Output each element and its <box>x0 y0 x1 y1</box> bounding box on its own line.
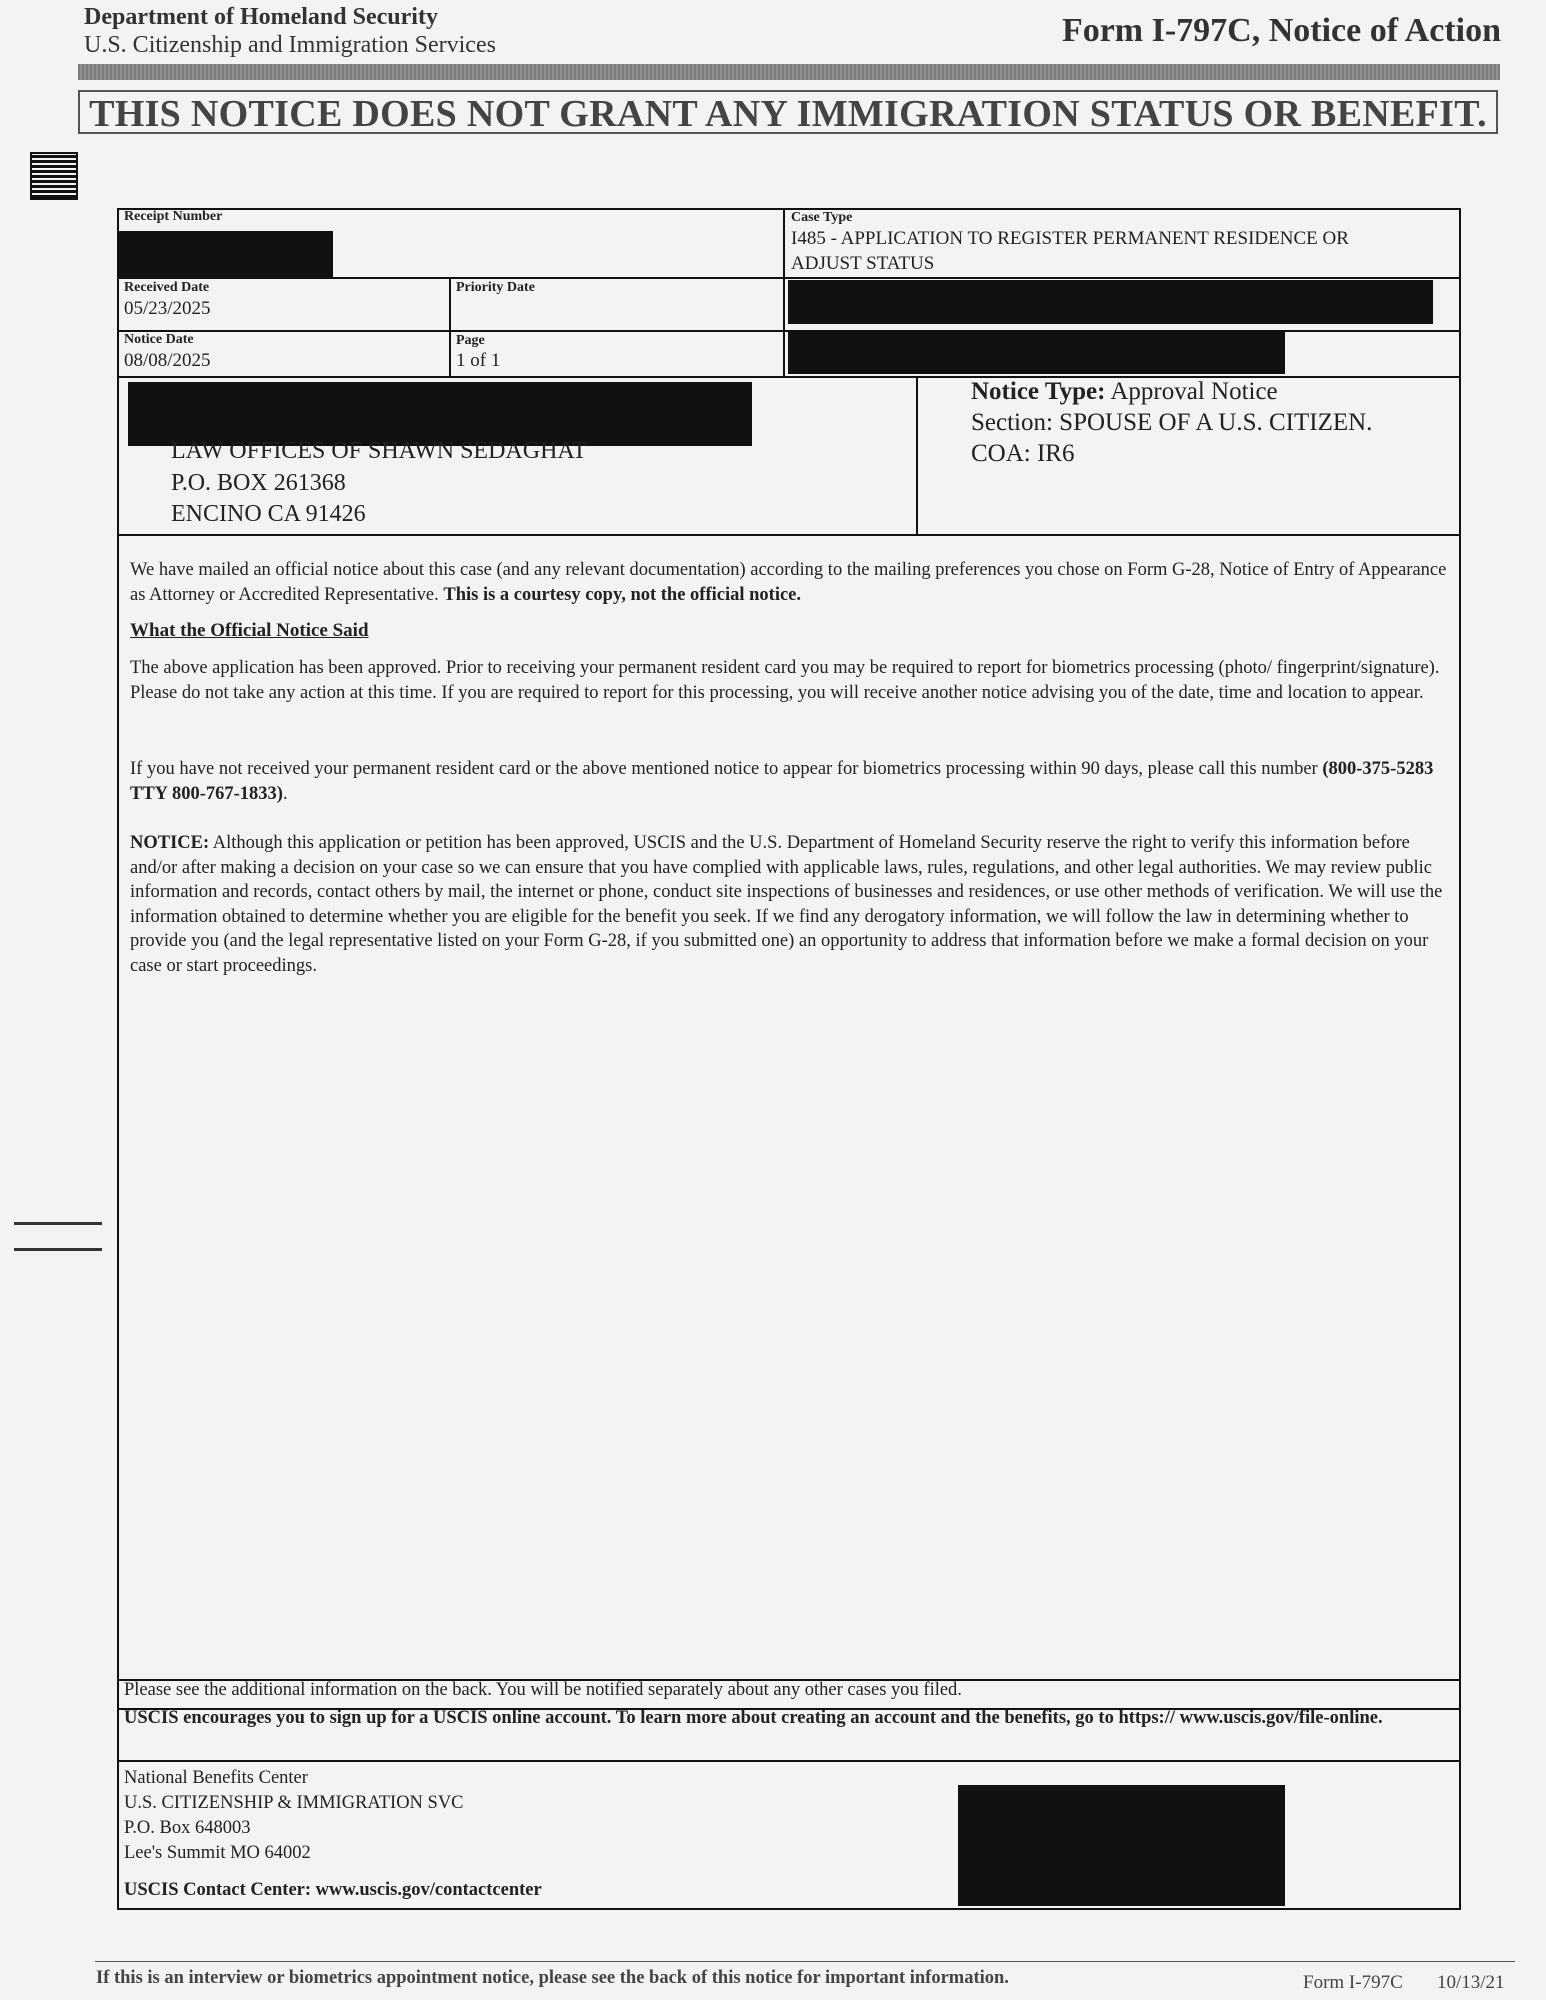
grid-line <box>117 1760 1461 1762</box>
address-line2: P.O. BOX 261368 <box>171 470 346 496</box>
notice-type <box>971 378 1278 406</box>
warning-text: THIS NOTICE DOES NOT GRANT ANY IMMIGRATION STATUS OR BENEFIT. <box>89 93 1487 135</box>
redaction-addressee <box>128 382 752 446</box>
case-type-line2: ADJUST STATUS <box>791 253 935 274</box>
paragraph-notice <box>130 831 1454 978</box>
official-notice-heading: What the Official Notice Said <box>130 620 369 641</box>
form-title: Form I-797C, Notice of Action <box>1061 12 1501 49</box>
barcode-icon <box>30 152 78 200</box>
grid-line <box>916 376 918 534</box>
notice-label: NOTICE: <box>130 833 210 853</box>
margin-mark <box>14 1222 102 1225</box>
received-date-label: Received Date <box>124 280 210 295</box>
grid-line <box>449 277 451 377</box>
redaction-field <box>788 280 1433 324</box>
case-type-line1: I485 - APPLICATION TO REGISTER PERMANENT RESIDENCE OR <box>791 228 1349 249</box>
bottom-note: If this is an interview or biometrics appointment notice, please see the back of this notice for important information. <box>96 1968 1009 1988</box>
form-edition-date: 10/13/21 <box>1437 1972 1505 1993</box>
margin-mark <box>14 1248 102 1251</box>
contact-phone: (800-375-5283 TTY 800-767-1833) <box>130 759 1434 804</box>
agency-name: U.S. Citizenship and Immigration Services <box>84 32 496 58</box>
grid-line <box>117 277 1461 279</box>
notice-date-label: Notice Date <box>124 332 194 347</box>
address-line1: LAW OFFICES OF SHAWN SEDAGHAT <box>171 438 587 464</box>
received-date-value: 05/23/2025 <box>124 298 211 319</box>
paragraph-approved: The above application has been approved. Prior to receiving your permanent resident card you may be required to report for biometrics processing (photo/ fingerprint/signature). Please do not take any action at this time. If you are required to report for this processing, you will receive another notice advising you of the date, time and location to appear. <box>130 658 1440 703</box>
contact-center-text: USCIS Contact Center: www.uscis.gov/contactcenter <box>124 1880 542 1900</box>
page-value: 1 of 1 <box>456 350 501 371</box>
intro-text: We have mailed an official notice about this case (and any relevant documentation) according to the mailing preferences you chose on Form G-28, Notice of Entry of Appearance as Attorney or Accredited Representative. <box>130 560 1447 605</box>
contact-text: If you have not received your permanent resident card or the above mentioned notice to appear for biometrics processing within 90 days, please call this number <box>130 759 1318 779</box>
department-name: Department of Homeland Security <box>84 4 438 30</box>
notice-type-value: Approval Notice <box>1110 378 1278 405</box>
case-type-label: Case Type <box>791 210 853 225</box>
redaction-signature <box>958 1785 1285 1906</box>
form-id: Form I-797C <box>1303 1972 1403 1993</box>
grid-line <box>783 208 785 377</box>
intro-bold-text: This is a courtesy copy, not the official notice. <box>443 584 802 605</box>
online-account-text: USCIS encourages you to sign up for a USCIS online account. To learn more about creating an account and the benefits, go to https:// www.uscis.gov/file-online. <box>124 1708 1383 1728</box>
grid-line <box>117 534 1461 536</box>
office-line2: U.S. CITIZENSHIP & IMMIGRATION SVC <box>124 1793 464 1813</box>
page-label: Page <box>456 333 485 348</box>
address-line3: ENCINO CA 91426 <box>171 501 366 527</box>
redaction-field <box>788 331 1285 374</box>
office-line1: National Benefits Center <box>124 1768 308 1788</box>
warning-box <box>78 90 1498 134</box>
office-line3: P.O. Box 648003 <box>124 1818 251 1838</box>
notice-type-label: Notice Type: <box>971 378 1106 405</box>
notice-coa: COA: IR6 <box>971 440 1075 467</box>
header-shade-bar <box>78 64 1500 80</box>
bottom-rule <box>95 1961 1515 1962</box>
notice-date-value: 08/08/2025 <box>124 350 211 371</box>
redaction-receipt-number <box>118 231 333 277</box>
priority-date-label: Priority Date <box>456 280 535 295</box>
paragraph-contact <box>130 757 1454 806</box>
additional-info-text: Please see the additional information on the back. You will be notified separately about any other cases you filed. <box>124 1680 962 1700</box>
contact-end: . <box>282 783 288 804</box>
receipt-number-label: Receipt Number <box>124 209 223 224</box>
office-line4: Lee's Summit MO 64002 <box>124 1843 311 1863</box>
notice-text: Although this application or petition has been approved, USCIS and the U.S. Department of Homeland Security reserve the right to verify this information before and/or after making a decision on your case so we can ensure that you have complied with applicable laws, rules, regulations, and other legal authorities. We may review public information and records, contact others by mail, the internet or phone, conduct site inspections of businesses and residences, or use other methods of verification. We will use the information obtained to determine whether you are eligible for the benefit you seek. If we find any derogatory information, we will follow the law in determining whether to provide you (and the legal representative listed on your Form G-28, if you submitted one) an opportunity to address that information before we make a formal decision on your case or start proceedings. <box>130 833 1443 976</box>
notice-section: Section: SPOUSE OF A U.S. CITIZEN. <box>971 409 1373 436</box>
intro-paragraph <box>130 558 1454 607</box>
